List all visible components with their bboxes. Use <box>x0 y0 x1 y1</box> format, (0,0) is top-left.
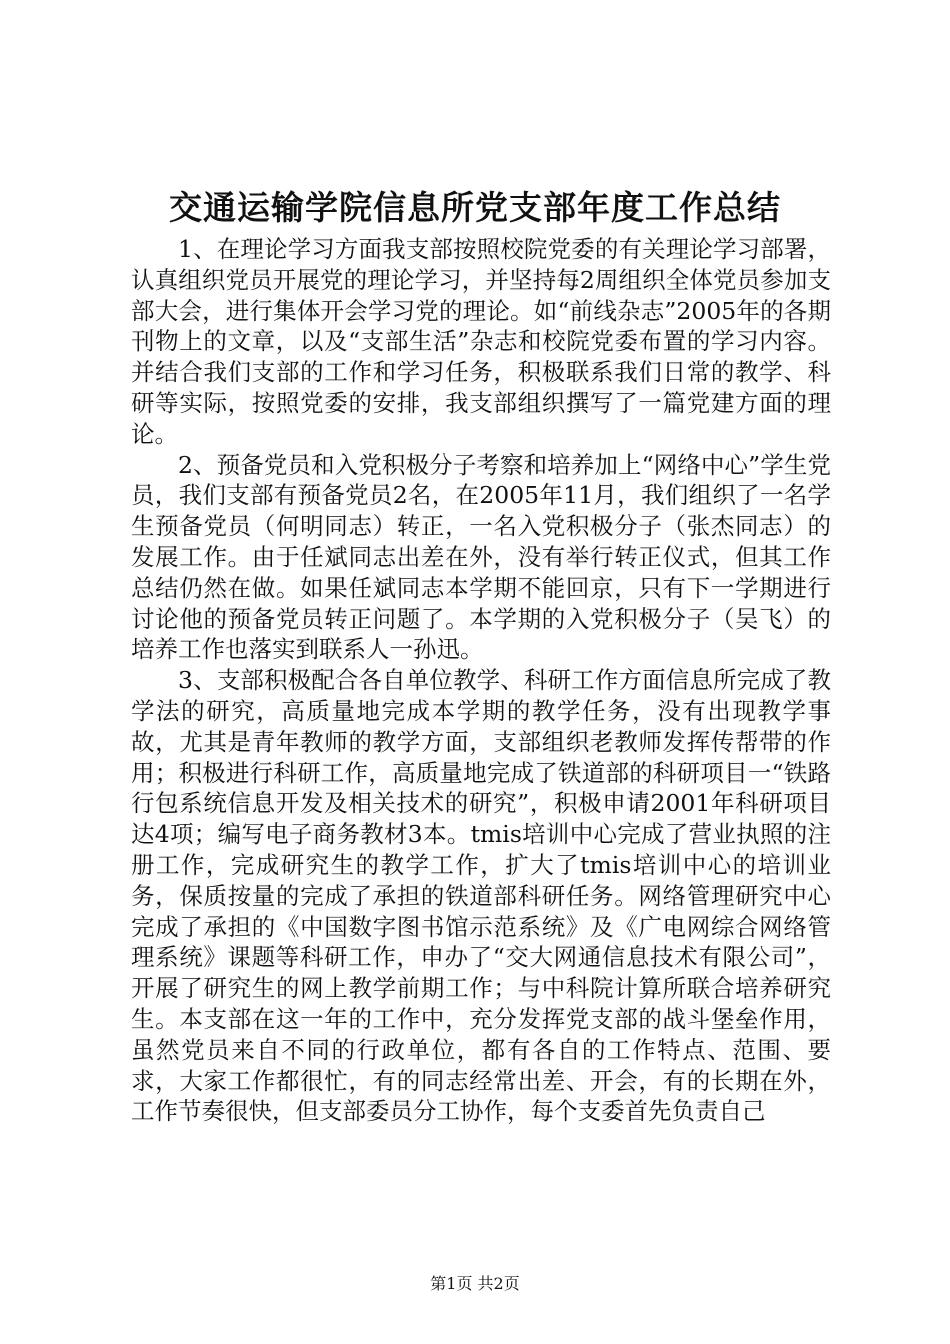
paragraph-2: 2、预备党员和入党积极分子考察和培养加上“网络中心”学生党员，我们支部有预备党员2名，在2005年11月，我们组织了一名学生预备党员（何明同志）转正，一名入党积极分子（张杰同志）的发展工作。由于任斌同志出差在外，没有举行转正仪式，但其工作总结仍然在做。如果任斌同志本学期不能回京，只有下一学期进行讨论他的预备党员转正问题了。本学期的入党积极分子（吴飞）的培养工作也落实到联系人一孙迅。 <box>131 450 831 664</box>
paragraph-3: 3、支部积极配合各自单位教学、科研工作方面信息所完成了教学法的研究，高质量地完成本学期的教学任务，没有出现教学事故，尤其是青年教师的教学方面，支部组织老教师发挥传帮带的作用；积极进行科研工作，高质量地完成了铁道部的科研项目一“铁路行包系统信息开发及相关技术的研究”，积极申请2001年科研项目达4项；编写电子商务教材3本。tmis培训中心完成了营业执照的注册工作，完成研究生的教学工作，扩大了tmis培训中心的培训业务，保质按量的完成了承担的铁道部科研任务。网络管理研究中心完成了承担的《中国数字图书馆示范系统》及《广电网综合网络管理系统》课题等科研工作，申办了“交大网通信息技术有限公司”，开展了研究生的网上教学前期工作；与中科院计算所联合培养研究生。本支部在这一年的工作中，充分发挥党支部的战斗堡垒作用，虽然党员来自不同的行政单位，都有各自的工作特点、范围、要求，大家工作都很忙，有的同志经常出差、开会，有的长期在外，工作节奏很快，但支部委员分工协作，每个支委首先负责自己 <box>131 666 831 1126</box>
page-footer <box>0 1274 950 1294</box>
paragraph-1: 1、在理论学习方面我支部按照校院党委的有关理论学习部署，认真组织党员开展党的理论学习，并坚持每2周组织全体党员参加支部大会，进行集体开会学习党的理论。如“前线杂志”2005年的各期刊物上的文章，以及“支部生活”杂志和校院党委布置的学习内容。并结合我们支部的工作和学习任务，积极联系我们日常的教学、科研等实际，按照党委的安排，我支部组织撰写了一篇党建方面的理论。 <box>131 235 831 448</box>
page-number: 第1页 共2页 <box>430 1274 520 1293</box>
document-body <box>131 234 831 1127</box>
document-title: 交通运输学院信息所党支部年度工作总结 <box>169 188 781 227</box>
